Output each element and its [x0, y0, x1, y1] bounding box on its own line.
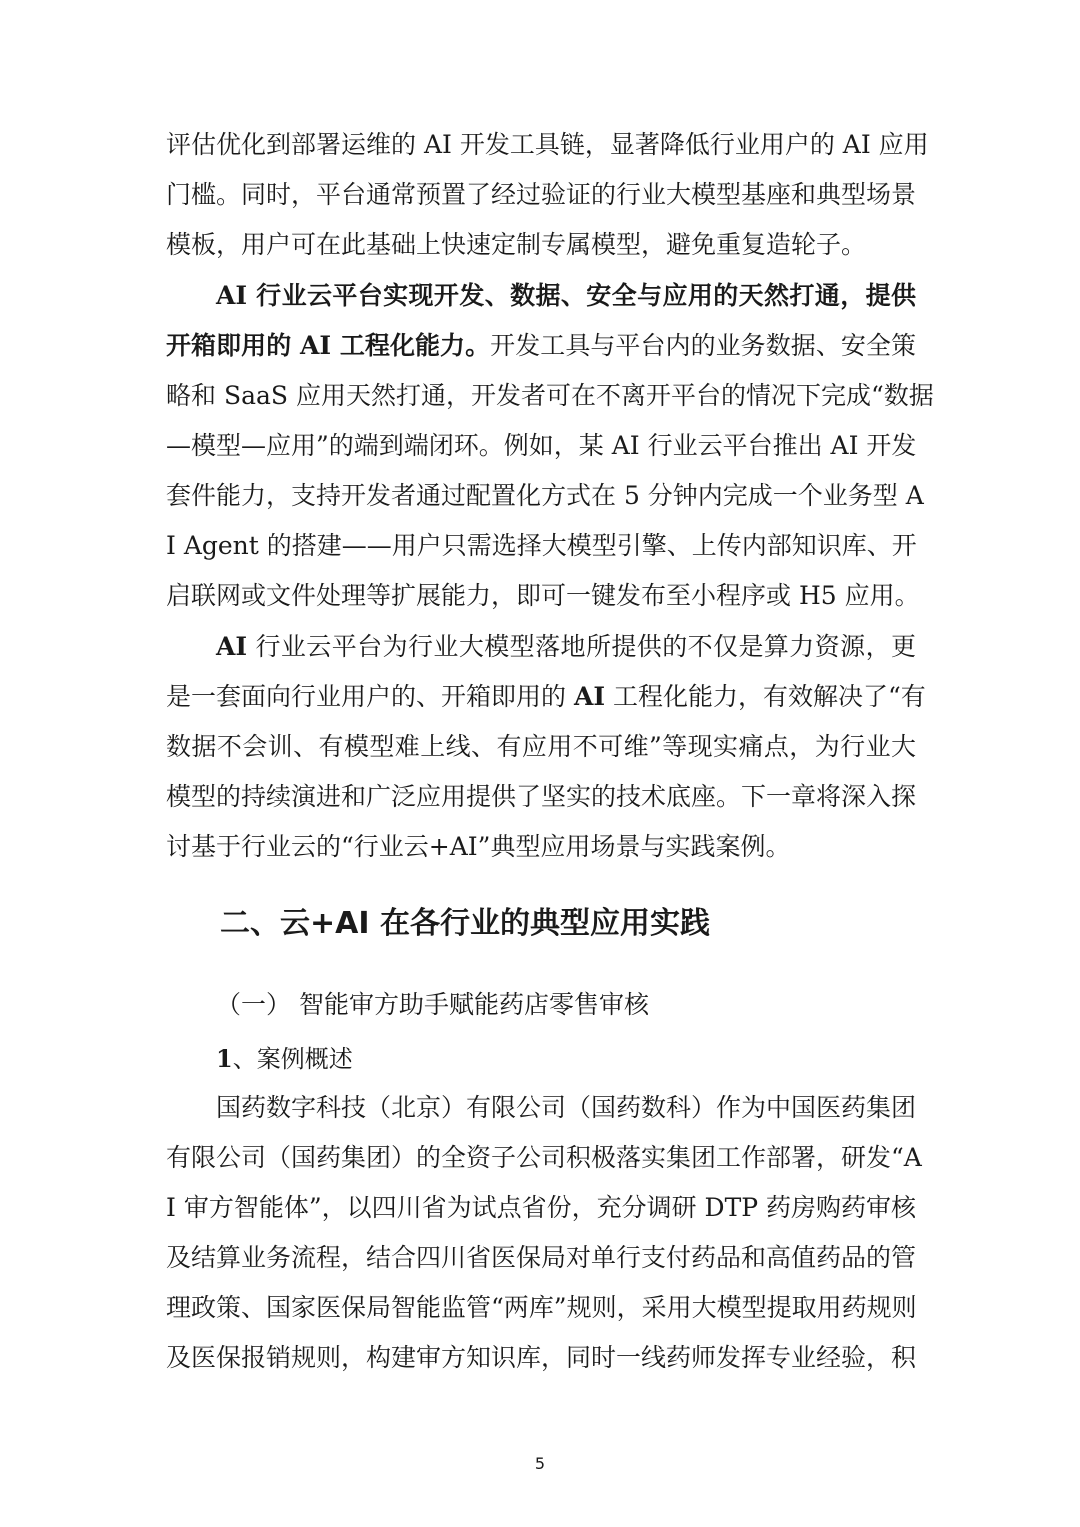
paragraph-line: 评估优化到部署运维的 AI 开发工具链，显著降低行业用户的 AI 应用 [166, 130, 929, 159]
paragraph-line: 数据不会训、有模型难上线、有应用不可维”等现实痛点，为行业大 [166, 732, 916, 761]
paragraph-line: 理政策、国家医保局智能监管“两库”规则，采用大模型提取用药规则 [166, 1293, 917, 1322]
paragraph-line: 国药数字科技（北京）有限公司（国药数科）作为中国医药集团 [216, 1093, 917, 1122]
paragraph-line: 模板，用户可在此基础上快速定制专属模型，避免重复造轮子。 [166, 230, 867, 259]
paragraph-line [166, 321, 916, 371]
text-span: 是一套面向行业用户的、开箱即用的 [166, 682, 567, 711]
paragraph-bold-lead: AI 行业云平台实现开发、数据、安全与应用的天然打通，提供 [216, 281, 916, 310]
paragraph-line [216, 622, 916, 672]
text-span: 开发工具与平台内的业务数据、安全策 [490, 331, 916, 360]
text-span: 行业云平台为行业大模型落地所提供的不仅是算力资源，更 [255, 632, 916, 661]
bold-phrase: AI [216, 632, 248, 661]
paragraph-line: 套件能力，支持开发者通过配置化方式在 5 分钟内完成一个业务型 A [166, 481, 924, 510]
paragraph-line: 门槛。同时，平台通常预置了经过验证的行业大模型基座和典型场景 [166, 180, 917, 209]
text-span: 工程化能力，有效解决了“有 [613, 682, 926, 711]
bold-phrase: 开箱即用的 AI 工程化能力。 [166, 331, 491, 360]
paragraph-line: 讨基于行业云的“行业云+AI”典型应用场景与实践案例。 [166, 832, 791, 861]
paragraph-line: 及医保报销规则，构建审方知识库，同时一线药师发挥专业经验，积 [166, 1343, 917, 1372]
case-title [216, 1035, 353, 1083]
bold-phrase: AI [573, 682, 606, 711]
page-number: 5 [534, 1454, 546, 1473]
case-title-text: 、案例概述 [232, 1045, 353, 1073]
section-heading: 二、云+AI 在各行业的典型应用实践 [220, 906, 710, 941]
paragraph-line: I 审方智能体”，以四川省为试点省份，充分调研 DTP 药房购药审核 [166, 1193, 917, 1222]
paragraph-line: 有限公司（国药集团）的全资子公司积极落实集团工作部署，研发“A [166, 1143, 922, 1172]
paragraph-line: I Agent 的搭建——用户只需选择大模型引擎、上传内部知识库、开 [166, 531, 917, 560]
paragraph-line: 模型的持续演进和广泛应用提供了坚实的技术底座。下一章将深入探 [166, 782, 917, 811]
paragraph-line: 启联网或文件处理等扩展能力，即可一键发布至小程序或 H5 应用。 [166, 581, 920, 610]
subsection-heading: （一） 智能审方助手赋能药店零售审核 [216, 990, 649, 1019]
case-number: 1 [216, 1044, 233, 1073]
paragraph-line: —模型—应用”的端到端闭环。例如，某 AI 行业云平台推出 AI 开发 [166, 431, 917, 460]
paragraph-line: 略和 SaaS 应用天然打通，开发者可在不离开平台的情况下完成“数据 [166, 381, 934, 410]
paragraph-line [166, 672, 926, 722]
paragraph-line: 及结算业务流程，结合四川省医保局对单行支付药品和高值药品的管 [166, 1243, 917, 1272]
